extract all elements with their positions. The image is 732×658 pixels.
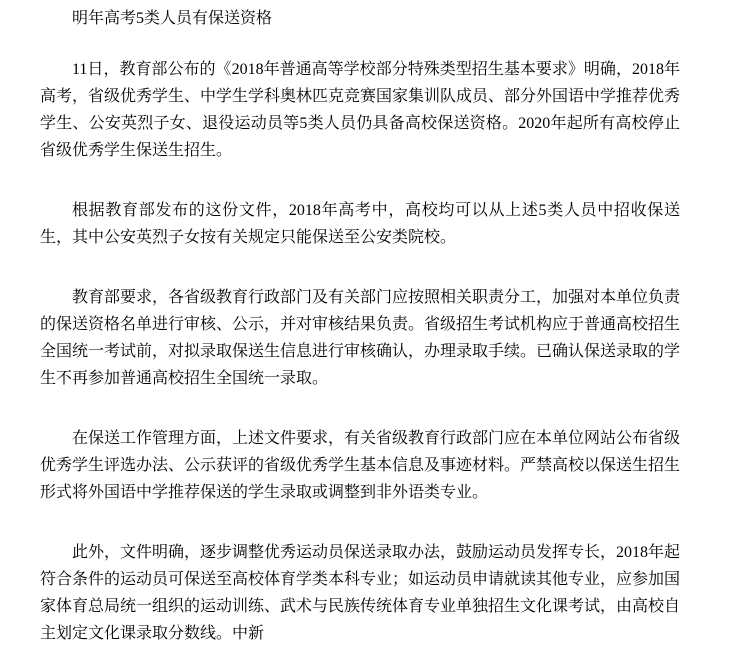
paragraph-moe-requirements: 教育部要求，各省级教育行政部门及有关部门应按照相关职责分工，加强对本单位负责的保送资格名单进行审核、公示，并对审核结果负责。省级招生考试机构应于普通高校招生全国统一考试前，对拟录取保送生信息进行审核确认，办理录取手续。已确认保送录取的学生不再参加普通高校招生全国统一录取。: [40, 289, 681, 387]
paragraph-management: 在保送工作管理方面，上述文件要求，有关省级教育行政部门应在本单位网站公布省级优秀学生评选办法、公示获评的省级优秀学生基本信息及事迹材料。严禁高校以保送生招生形式将外国语中学推荐保送的学生录取或调整到非外语类专业。: [40, 430, 681, 501]
paragraph-intro: 11日，教育部公布的《2018年普通高等学校部分特殊类型招生基本要求》明确，2018年高考，省级优秀学生、中学生学科奥林匹克竞赛国家集训队成员、部分外国语中学推荐优秀学生、公安英烈子女、退役运动员等5类人员仍具备高校保送资格。2020年起所有高校停止省级优秀学生保送生招生。: [40, 61, 681, 159]
paragraph-document-basis: 根据教育部发布的这份文件，2018年高考中，高校均可以从上述5类人员中招收保送生，其中公安英烈子女按有关规定只能保送至公安类院校。: [40, 202, 680, 246]
paragraph-athletes: 此外，文件明确，逐步调整优秀运动员保送录取办法，鼓励运动员发挥专长，2018年起符合条件的运动员可保送至高校体育学类本科专业；如运动员申请就读其他专业，应参加国家体育总局统一组织的运动训练、武术与民族传统体育专业单独招生文化课考试，由高校自主划定文化课录取分数线。中新: [40, 544, 681, 642]
article-title: 明年高考5类人员有保送资格: [72, 10, 273, 27]
